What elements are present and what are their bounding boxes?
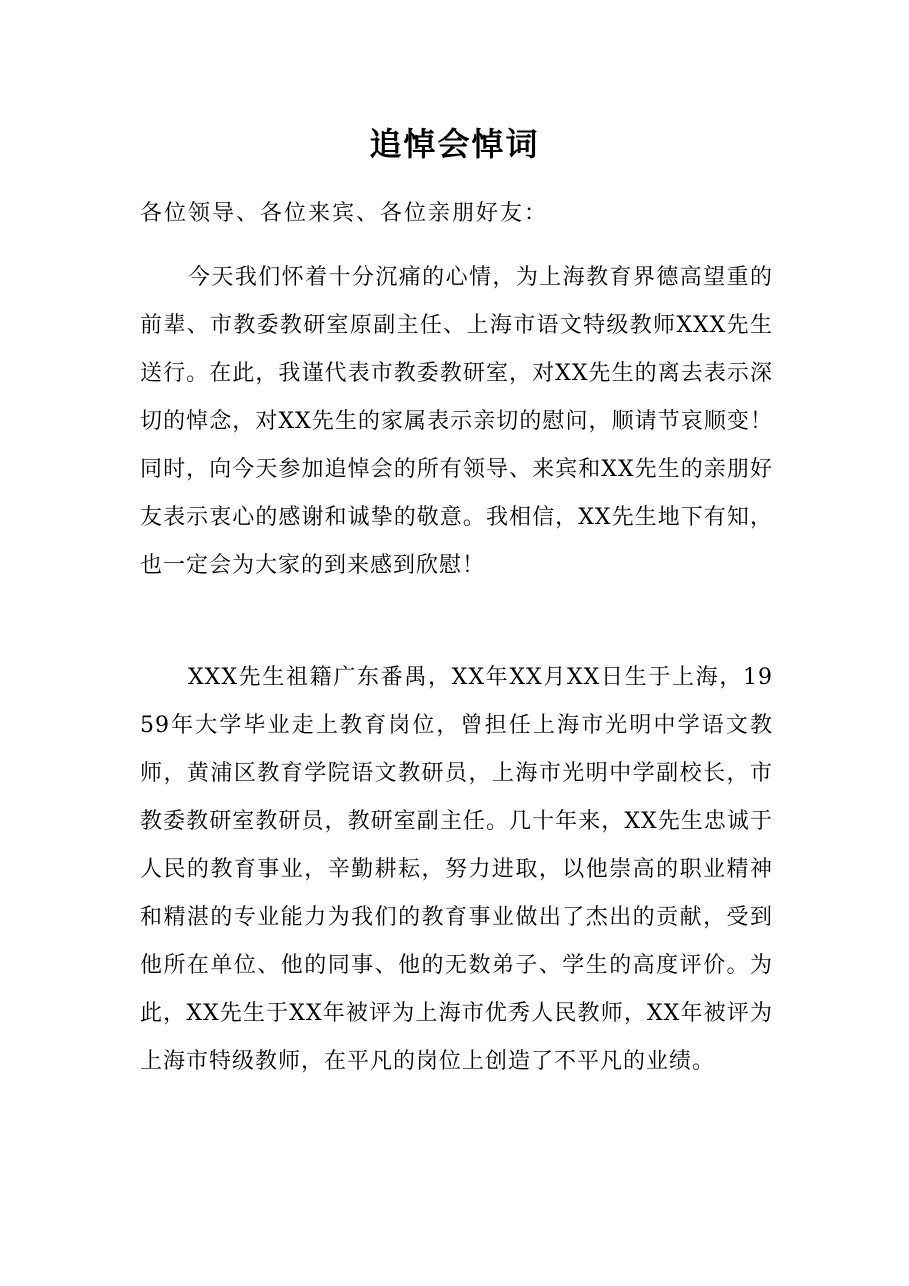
paragraph-1: 今天我们怀着十分沉痛的心情，为上海教育界德高望重的前辈、市教委教研室原副主任、上海市语文特级教师XXX先生送行。在此，我谨代表市教委教研室，对XX先生的离去表示深切的悼念，对XX先生的家属表示亲切的慰问，顺请节哀顺变！同时，向今天参加追悼会的所有领导、来宾和XX先生的亲朋好友表示衷心的感谢和诚挚的敬意。我相信，XX先生地下有知，也一定会为大家的到来感到欣慰！ bbox=[140, 265, 773, 578]
document-title: 追悼会悼词 bbox=[369, 125, 540, 163]
salutation: 各位领导、各位来宾、各位亲朋好友： bbox=[140, 201, 549, 226]
paragraph-2: XXX先生祖籍广东番禺，XX年XX月XX日生于上海，1959年大学毕业走上教育岗位，曾担任上海市光明中学语文教师，黄浦区教育学院语文教研员，上海市光明中学副校长，市教委教研室教研员，教研室副主任。几十年来，XX先生忠诚于人民的教育事业，辛勤耕耘，努力进取，以他崇高的职业精神和精湛的专业能力为我们的教育事业做出了杰出的贡献，受到他所在单位、他的同事、他的无数弟子、学生的高度评价。为此，XX先生于XX年被评为上海市优秀人民教师，XX年被评为上海市特级教师，在平凡的岗位上创造了不平凡的业绩。 bbox=[140, 665, 773, 1074]
